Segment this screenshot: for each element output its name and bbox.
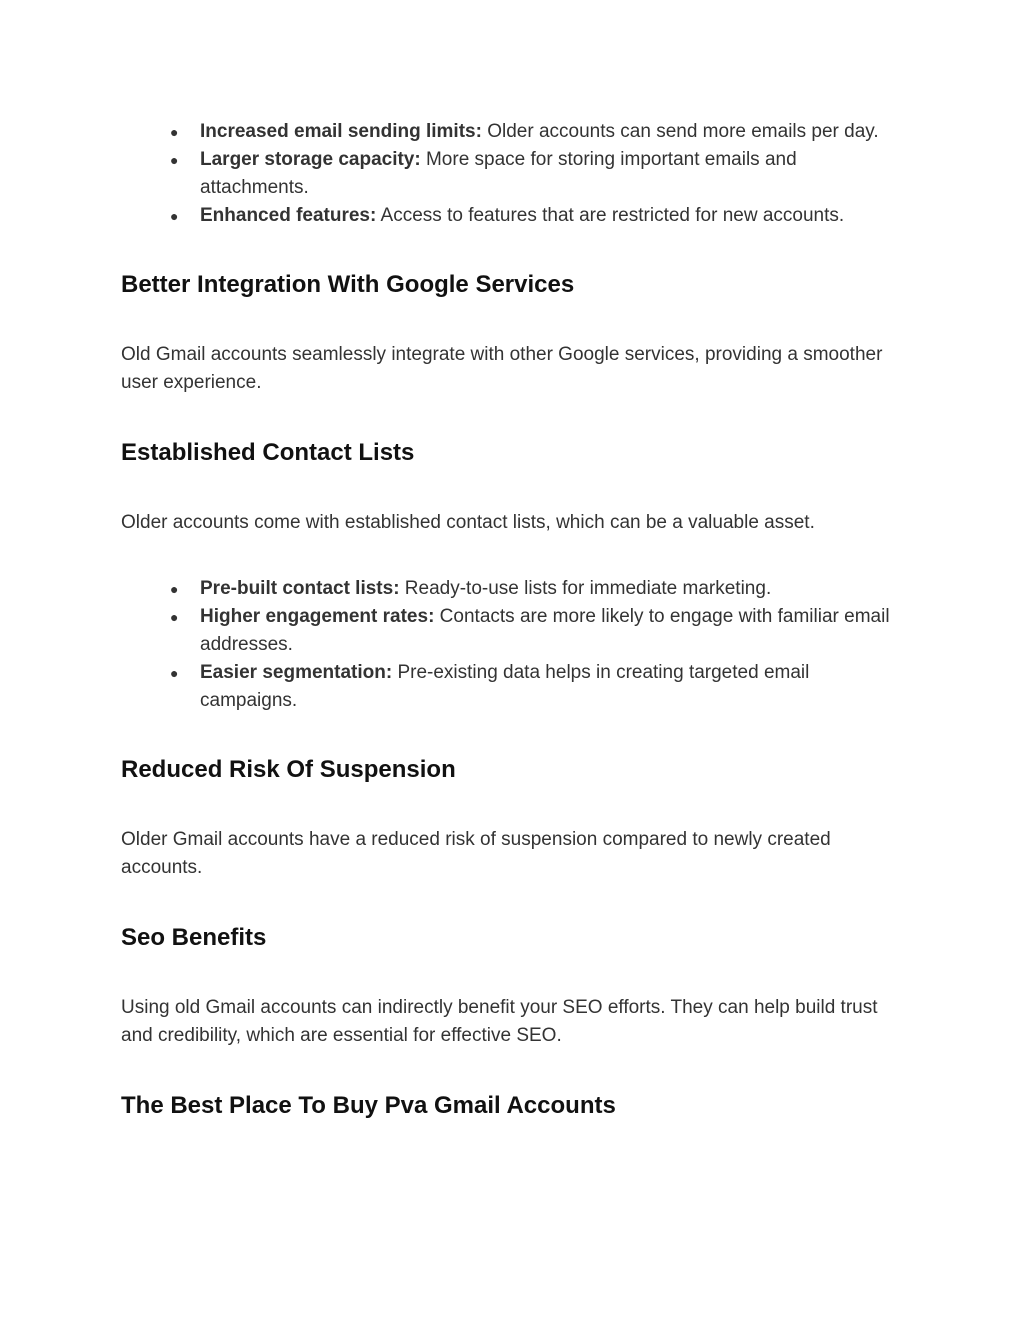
list-item-label: Enhanced features:	[200, 205, 377, 226]
list-item-text: Access to features that are restricted for new accounts.	[376, 205, 845, 226]
section-heading: Reduced Risk Of Suspension	[121, 756, 456, 783]
list-item-text: Pre-existing data helps in creating targeted email campaigns.	[200, 662, 810, 711]
list-item-label: Larger storage capacity:	[200, 149, 421, 170]
list-item	[170, 575, 910, 603]
section-heading: Established Contact Lists	[121, 439, 415, 466]
list-item-text: Contacts are more likely to engage with familiar email addresses.	[200, 606, 890, 655]
list-item	[170, 118, 910, 146]
list-item-text: Older accounts can send more emails per day.	[481, 121, 879, 142]
list-item	[170, 146, 910, 202]
section-paragraph: Old Gmail accounts seamlessly integrate with other Google services, providing a smoother user experience.	[121, 344, 883, 393]
section-heading: Better Integration With Google Services	[121, 271, 575, 298]
list-item-label: Pre-built contact lists:	[200, 578, 400, 599]
list-item-text: More space for storing important emails and attachments.	[200, 149, 797, 198]
section-paragraph: Older accounts come with established contact lists, which can be a valuable asset.	[121, 512, 815, 533]
list-item-text: Ready-to-use lists for immediate marketing.	[399, 578, 772, 599]
section-paragraph: Older Gmail accounts have a reduced risk of suspension compared to newly created accounts.	[121, 829, 831, 878]
bullet-icon: ●	[170, 152, 179, 168]
bullet-icon: ●	[170, 124, 179, 140]
list-item	[170, 659, 910, 715]
bullet-icon: ●	[170, 208, 179, 224]
list-item	[170, 202, 910, 230]
section-heading: Seo Benefits	[121, 924, 267, 951]
list-item-label: Increased email sending limits:	[200, 121, 482, 142]
list-item	[170, 603, 910, 659]
contact-benefits-list	[170, 575, 910, 715]
list-item-label: Easier segmentation:	[200, 662, 393, 683]
bullet-icon: ●	[170, 609, 179, 625]
section-heading: The Best Place To Buy Pva Gmail Accounts	[121, 1092, 616, 1119]
bullet-icon: ●	[170, 665, 179, 681]
bullet-icon: ●	[170, 581, 179, 597]
benefits-list	[170, 118, 910, 230]
list-item-label: Higher engagement rates:	[200, 606, 435, 627]
section-paragraph: Using old Gmail accounts can indirectly benefit your SEO efforts. They can help build trust and credibility, which are essential for effective SEO.	[121, 997, 878, 1046]
